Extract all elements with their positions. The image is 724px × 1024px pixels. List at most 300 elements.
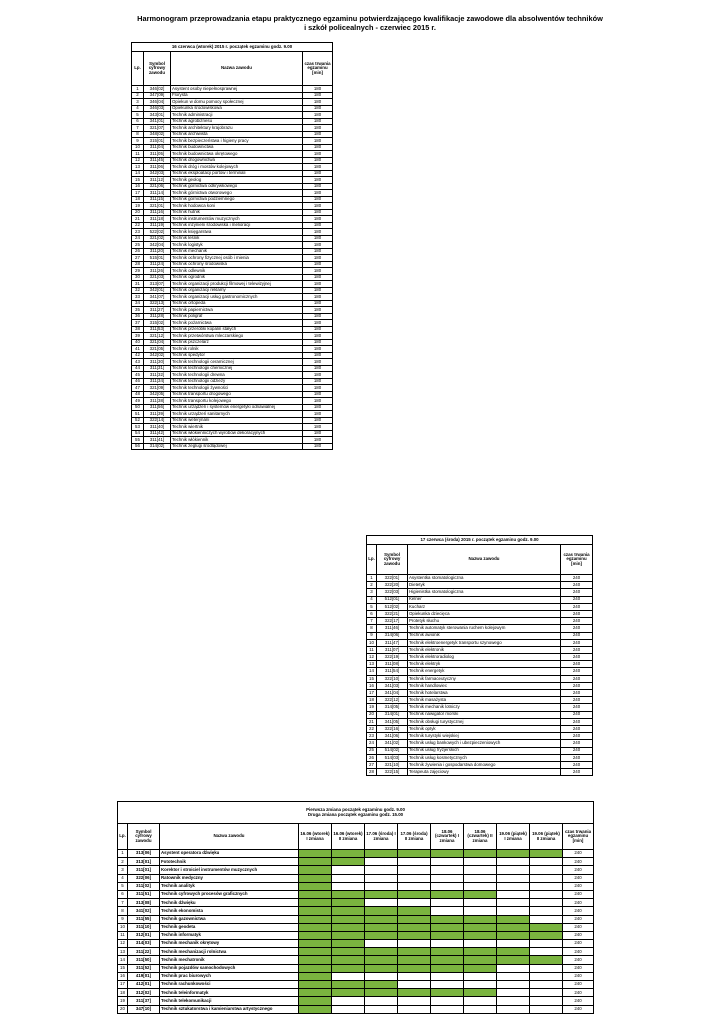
row-duration: 180 [303,346,333,353]
row-symbol: 311[10] [128,923,160,931]
row-symbol: 313[01] [128,858,160,866]
exam-slot-empty [365,858,398,866]
table-body [367,575,593,776]
row-symbol: 321[02] [144,235,171,242]
row-number: 24 [367,740,377,747]
exam-slot-empty [464,874,497,882]
column-header-time: czas trwania egzaminu [min] [561,545,593,575]
exam-slot-empty [530,981,563,989]
row-symbol: 312[01] [128,931,160,939]
row-duration: 240 [561,575,593,582]
row-duration: 180 [303,203,333,210]
row-occupation: Technik górnictwa otworowego [171,190,303,197]
table-row [367,690,593,697]
row-symbol: 346[03] [144,105,171,112]
row-number: 14 [367,668,377,675]
exam-slot-scheduled [530,931,563,939]
row-duration: 240 [561,697,593,704]
column-header-day-1: 16.06 (wtorek) I zmiana [299,824,332,850]
row-symbol: 321[09] [144,385,171,392]
row-number: 56 [132,443,144,450]
exam-slot-empty [464,940,497,948]
row-symbol: 321[05] [144,346,171,353]
exam-slot-empty [431,874,464,882]
exam-slot-empty [398,1005,431,1013]
row-duration: 180 [303,365,333,372]
row-occupation: Technik wiertnik [171,424,303,431]
exam-slot-scheduled [332,899,365,907]
row-number: 45 [132,372,144,379]
row-number: 35 [132,307,144,314]
row-occupation: Technik nawigator morski [408,711,561,718]
row-duration: 180 [303,430,333,437]
row-duration: 180 [303,235,333,242]
row-duration: 180 [303,86,333,93]
exam-slot-empty [530,858,563,866]
table-row [367,761,593,768]
row-occupation: Technik technologii odzieży [171,378,303,385]
row-duration: 180 [303,385,333,392]
table-row [118,874,594,882]
column-header-symbol: Symbol cyfrowy zawodu [128,824,160,850]
row-occupation: Technik dźwięku [160,899,299,907]
row-number: 40 [132,339,144,346]
row-duration: 240 [561,632,593,639]
table-row [367,661,593,668]
column-header-day-4: 17.06 (środa) II zmiana [398,824,431,850]
table-row [132,443,333,450]
row-duration: 240 [561,610,593,617]
row-occupation: Technik włókiennik [171,437,303,444]
row-number: 31 [132,281,144,288]
schedule-table-june-17 [366,535,593,776]
table-row [367,610,593,617]
row-symbol: 341[02] [377,740,408,747]
row-symbol: 311[07] [377,646,408,653]
row-symbol: 311[42] [144,430,171,437]
row-symbol: 311[50] [128,956,160,964]
table-row [367,632,593,639]
row-number: 33 [132,294,144,301]
row-number: 55 [132,437,144,444]
row-duration: 240 [561,740,593,747]
table-row [367,589,593,596]
row-duration: 240 [563,882,594,890]
row-symbol: 313[06] [128,850,160,858]
row-occupation: Technik transportu kolejowego [171,398,303,405]
exam-slot-scheduled [299,890,332,898]
exam-slot-empty [332,972,365,980]
row-duration: 240 [561,589,593,596]
row-duration: 240 [563,923,594,931]
row-number: 41 [132,346,144,353]
row-occupation: Technik usług bankowych i ubezpieczeniowych [408,740,561,747]
row-symbol: 346[04] [144,99,171,106]
exam-slot-scheduled [332,964,365,972]
row-symbol: 321[06] [144,183,171,190]
row-number: 34 [132,300,144,307]
row-symbol: 311[27] [144,307,171,314]
row-symbol: 311[34] [144,378,171,385]
row-duration: 180 [303,339,333,346]
row-number: 25 [367,747,377,754]
row-occupation: Technik usług kosmetycznych [408,754,561,761]
table-row [367,654,593,661]
exam-slot-empty [530,948,563,956]
row-occupation: Technik rachunkowości [160,981,299,989]
exam-slot-scheduled [299,997,332,1005]
row-duration: 180 [303,300,333,307]
exam-slot-empty [497,890,530,898]
exam-slot-scheduled [398,890,431,898]
row-duration: 240 [563,874,594,882]
row-occupation: Technik weterynarii [171,417,303,424]
table-row [367,704,593,711]
exam-slot-empty [497,907,530,915]
exam-slot-scheduled [464,931,497,939]
row-number: 16 [132,183,144,190]
row-number: 20 [132,209,144,216]
table-body [118,850,594,1014]
row-number: 2 [367,582,377,589]
row-number: 11 [118,931,128,939]
row-symbol: 311[54] [377,668,408,675]
row-symbol: 311[37] [128,997,160,1005]
exam-slot-scheduled [332,931,365,939]
exam-slot-scheduled [332,915,365,923]
row-occupation: Asystent osoby niepełnosprawnej [171,86,303,93]
row-occupation: Technik urządzeń sanitarnych [171,411,303,418]
row-number: 5 [132,112,144,119]
row-occupation: Technik sztukatorstwa i kamieniarstwa artystycznego [160,1005,299,1013]
row-occupation: Korektor i stroiciel instrumentów muzycznych [160,866,299,874]
exam-slot-empty [398,981,431,989]
column-header-name: Nazwa zawodu [171,52,303,86]
row-occupation: Technik ochrony fizycznej osób i mienia [171,255,303,262]
row-duration: 240 [563,989,594,997]
column-header-name: Nazwa zawodu [160,824,299,850]
exam-slot-scheduled [299,923,332,931]
page-title [110,14,630,32]
exam-slot-empty [530,907,563,915]
exam-slot-scheduled [497,956,530,964]
row-occupation: Technik ochrony środowiska [171,261,303,268]
table-row [367,646,593,653]
exam-slot-empty [431,907,464,915]
row-duration: 180 [303,424,333,431]
row-symbol: 343[01] [144,112,171,119]
row-duration: 180 [303,352,333,359]
row-number: 49 [132,398,144,405]
table-row [118,923,594,931]
row-duration: 240 [563,890,594,898]
row-duration: 240 [561,675,593,682]
row-number: 48 [132,391,144,398]
table-row [367,596,593,603]
row-duration: 180 [303,99,333,106]
row-occupation: Technik eksploatacji portów i terminali [171,170,303,177]
row-occupation: Technik odlewnik [171,268,303,275]
row-number: 25 [132,242,144,249]
exam-slot-empty [464,981,497,989]
row-duration: 240 [561,725,593,732]
exam-slot-empty [530,972,563,980]
row-occupation: Technik geodeta [160,923,299,931]
row-duration: 240 [563,931,594,939]
table-row [118,948,594,956]
row-symbol: 311[55] [128,915,160,923]
table-row [118,850,594,858]
exam-slot-scheduled [497,931,530,939]
exam-slot-empty [530,874,563,882]
row-occupation: Technik ekonomista [160,907,299,915]
row-duration: 240 [561,718,593,725]
row-number: 13 [118,948,128,956]
exam-slot-scheduled [332,989,365,997]
row-duration: 180 [303,216,333,223]
row-symbol: 311[18] [144,216,171,223]
row-symbol: 311[06] [144,164,171,171]
row-symbol: 322[13] [144,300,171,307]
exam-slot-empty [497,1005,530,1013]
row-occupation: Technik budownictwa okrętowego [171,151,303,158]
row-symbol: 342[01] [144,287,171,294]
row-symbol: 347[10] [128,1005,160,1013]
row-duration: 180 [303,320,333,327]
row-duration: 180 [303,411,333,418]
row-symbol: 346[02] [144,86,171,93]
row-duration: 180 [303,164,333,171]
table-row [118,858,594,866]
exam-slot-empty [398,940,431,948]
table-row [367,725,593,732]
exam-slot-scheduled [299,956,332,964]
exam-slot-empty [431,981,464,989]
row-occupation: Protetyk słuchu [408,618,561,625]
exam-slot-empty [398,972,431,980]
row-occupation: Technik urządzeń i systemów energetyki odnawialnej [171,404,303,411]
table-row [367,711,593,718]
row-occupation: Technik elektryk [408,661,561,668]
exam-slot-scheduled [332,956,365,964]
row-occupation: Technik drogownictwa [171,157,303,164]
row-symbol: 322[15] [377,769,408,776]
exam-slot-empty [464,972,497,980]
exam-slot-scheduled [398,850,431,858]
exam-slot-empty [365,1005,398,1013]
exam-slot-empty [398,899,431,907]
row-number: 15 [118,964,128,972]
exam-slot-empty [530,989,563,997]
exam-slot-empty [365,882,398,890]
row-number: 19 [367,704,377,711]
row-duration: 180 [303,274,333,281]
row-number: 39 [132,333,144,340]
exam-slot-empty [464,899,497,907]
row-occupation: Technik telekomunikacji [160,997,299,1005]
row-duration: 240 [561,704,593,711]
row-occupation: Technik hodowca koni [171,203,303,210]
table-row [118,997,594,1005]
exam-slot-scheduled [299,948,332,956]
row-number: 16 [367,682,377,689]
row-number: 21 [132,216,144,223]
row-symbol: 311[40] [144,424,171,431]
exam-slot-scheduled [299,899,332,907]
exam-slot-scheduled [497,923,530,931]
exam-slot-scheduled [431,948,464,956]
row-duration: 240 [563,981,594,989]
row-duration: 180 [303,183,333,190]
row-symbol: 322[21] [377,610,408,617]
row-number: 6 [132,118,144,125]
row-symbol: 342[04] [144,242,171,249]
row-occupation: Opiekunka dziecięca [408,610,561,617]
row-number: 3 [367,589,377,596]
row-number: 9 [118,915,128,923]
exam-slot-empty [530,915,563,923]
caption-second-shift: Druga zmiana początek egzaminu godz. 15.00 [307,811,404,817]
row-number: 51 [132,411,144,418]
column-header-lp: Lp. [118,824,128,850]
row-duration: 180 [303,105,333,112]
column-header-symbol: Symbol cyfrowy zawodu [377,545,408,575]
row-duration: 180 [303,138,333,145]
row-number: 9 [367,632,377,639]
row-duration: 180 [303,92,333,99]
row-symbol: 342[05] [144,391,171,398]
exam-slot-empty [530,1005,563,1013]
row-duration: 240 [561,682,593,689]
row-number: 28 [367,769,377,776]
row-occupation: Technik masażysta [408,697,561,704]
table-row [367,718,593,725]
row-duration: 240 [561,761,593,768]
exam-slot-scheduled [365,989,398,997]
exam-slot-scheduled [398,964,431,972]
exam-slot-empty [530,899,563,907]
row-occupation: Technik technologii chemicznej [171,365,303,372]
exam-slot-empty [497,972,530,980]
exam-slot-empty [431,858,464,866]
row-symbol: 311[39] [144,411,171,418]
table-row [118,972,594,980]
row-symbol: 311[08] [377,661,408,668]
row-symbol: 311[19] [144,222,171,229]
exam-slot-scheduled [497,915,530,923]
row-occupation: Technik poligraf [171,313,303,320]
row-number: 29 [132,268,144,275]
exam-slot-empty [497,989,530,997]
row-number: 47 [132,385,144,392]
row-symbol: 311[31] [144,365,171,372]
row-duration: 180 [303,372,333,379]
row-number: 7 [118,899,128,907]
exam-slot-scheduled [464,923,497,931]
exam-slot-scheduled [365,923,398,931]
exam-slot-scheduled [332,907,365,915]
exam-slot-empty [464,866,497,874]
row-symbol: 311[20] [144,248,171,255]
column-header-day-6: 18.06 (czwartek) II zmiana [464,824,497,850]
row-occupation: Technik obsługi turystycznej [408,718,561,725]
exam-slot-empty [497,899,530,907]
row-duration: 180 [303,281,333,288]
exam-slot-scheduled [299,858,332,866]
row-symbol: 311[01] [128,866,160,874]
row-duration: 240 [561,733,593,740]
row-symbol: 322[20] [377,582,408,589]
row-duration: 180 [303,131,333,138]
exam-slot-empty [398,882,431,890]
exam-slot-scheduled [299,850,332,858]
column-header-lp: Lp. [367,545,377,575]
row-duration: 180 [303,222,333,229]
row-symbol: 311[51] [128,890,160,898]
row-duration: 240 [563,940,594,948]
row-number: 32 [132,287,144,294]
row-symbol: 321[03] [144,274,171,281]
exam-slot-scheduled [332,858,365,866]
row-symbol: 315[01] [144,138,171,145]
row-occupation: Technik hutnik [171,209,303,216]
row-duration: 240 [563,858,594,866]
row-number: 11 [367,646,377,653]
exam-slot-scheduled [332,890,365,898]
row-number: 24 [132,235,144,242]
row-symbol: 311[02] [128,882,160,890]
row-number: 12 [118,940,128,948]
row-symbol: 312[02] [128,989,160,997]
row-number: 19 [118,997,128,1005]
exam-slot-empty [365,874,398,882]
row-occupation: Technik farmaceutyczny [408,675,561,682]
row-occupation: Technik usług fryzjerskich [408,747,561,754]
exam-slot-empty [431,997,464,1005]
table-row [118,899,594,907]
row-symbol: 311[52] [128,964,160,972]
row-number: 5 [367,603,377,610]
row-duration: 180 [303,248,333,255]
row-number: 36 [132,313,144,320]
row-number: 21 [367,718,377,725]
row-number: 17 [367,690,377,697]
row-occupation: Technik mechatronik [160,956,299,964]
exam-slot-empty [431,972,464,980]
exam-slot-scheduled [332,948,365,956]
exam-slot-scheduled [299,882,332,890]
row-symbol: 321[04] [144,339,171,346]
exam-slot-empty [464,882,497,890]
row-symbol: 311[32] [144,372,171,379]
row-occupation: Fototechnik [160,858,299,866]
row-symbol: 419[01] [128,972,160,980]
table-row [367,747,593,754]
exam-slot-empty [464,907,497,915]
exam-slot-scheduled [299,1005,332,1013]
table-row [367,675,593,682]
row-number: 15 [132,177,144,184]
row-number: 53 [132,424,144,431]
row-symbol: 341[04] [377,690,408,697]
row-number: 18 [132,196,144,203]
row-occupation: Technik archiwista [171,131,303,138]
row-duration: 180 [303,209,333,216]
row-occupation: Florysta [171,92,303,99]
row-occupation: Technik pszczelarz [171,339,303,346]
exam-slot-scheduled [332,850,365,858]
row-symbol: 315[02] [144,320,171,327]
